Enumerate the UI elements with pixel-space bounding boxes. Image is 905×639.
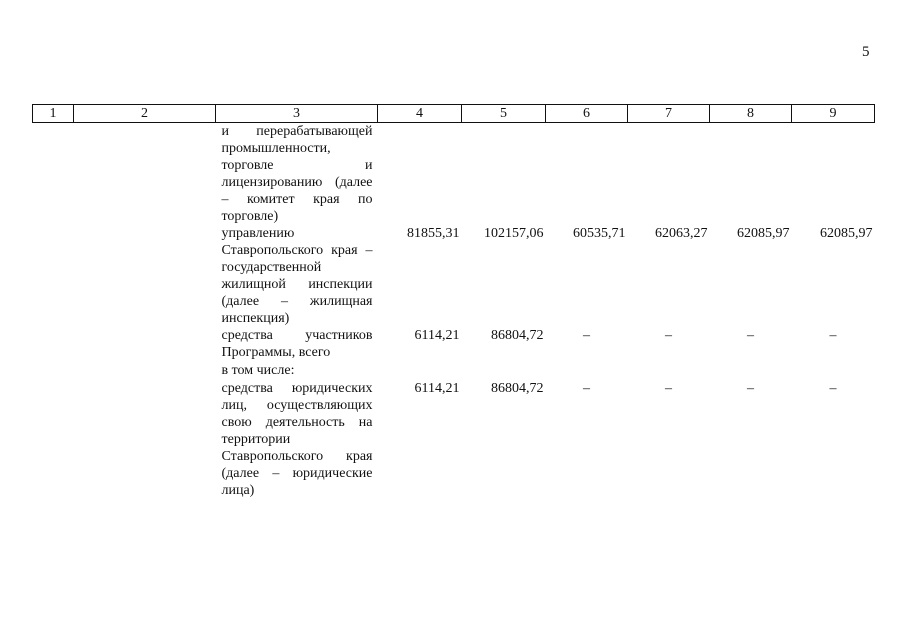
table-row bbox=[33, 362, 875, 380]
cell-col9: – bbox=[829, 328, 837, 343]
column-header-6: 6 bbox=[546, 105, 628, 123]
cell-col6 bbox=[546, 362, 628, 380]
cell-col6 bbox=[546, 123, 628, 226]
cell-col5: 86804,72 bbox=[491, 381, 544, 396]
cell-col4: 6114,21 bbox=[414, 328, 460, 343]
column-header-7: 7 bbox=[628, 105, 710, 123]
cell-col9 bbox=[792, 123, 875, 226]
cell-col5 bbox=[462, 123, 546, 226]
table-row bbox=[33, 123, 875, 226]
cell-col8 bbox=[710, 362, 792, 380]
column-header-8: 8 bbox=[710, 105, 792, 123]
table-row bbox=[33, 225, 875, 327]
cell-col5: 102157,06 bbox=[484, 226, 544, 241]
table-row bbox=[33, 327, 875, 362]
cell-col7: – bbox=[665, 381, 672, 396]
column-header-5: 5 bbox=[462, 105, 546, 123]
cell-col7: – bbox=[665, 328, 672, 343]
row-description: средства юридических лиц, осуществляющих свою деятельность на территории Ставропольского края (далее – юридические лица) bbox=[221, 381, 373, 498]
cell-col5: 86804,72 bbox=[491, 328, 544, 343]
cell-col9 bbox=[792, 362, 875, 380]
row-description: средства участников Программы, всего bbox=[221, 328, 373, 360]
column-header-4: 4 bbox=[378, 105, 462, 123]
cell-col7 bbox=[628, 123, 710, 226]
column-header-1: 1 bbox=[33, 105, 74, 123]
cell-col7: 62063,27 bbox=[655, 226, 708, 241]
column-number-row bbox=[33, 105, 875, 123]
cell-col4 bbox=[378, 362, 462, 380]
cell-col7 bbox=[628, 362, 710, 380]
cell-col6: – bbox=[583, 381, 590, 396]
cell-col8: 62085,97 bbox=[737, 226, 790, 241]
table-row bbox=[33, 380, 875, 499]
row-description: управлению Ставропольского края – государственной жилищной инспекции (далее – жилищная инспекция) bbox=[221, 226, 373, 326]
cell-col9: – bbox=[829, 381, 837, 396]
cell-col4: 81855,31 bbox=[407, 226, 460, 241]
page-number: 5 bbox=[862, 44, 870, 60]
row-description: и перерабатывающей промышленности, торговле и лицензированию (далее – комитет края по торговле) bbox=[221, 124, 373, 224]
column-header-9: 9 bbox=[792, 105, 875, 123]
column-header-3: 3 bbox=[216, 105, 378, 123]
cell-col9: 62085,97 bbox=[820, 226, 873, 241]
cell-col8: – bbox=[747, 328, 754, 343]
cell-col6: 60535,71 bbox=[573, 226, 626, 241]
cell-col4: 6114,21 bbox=[414, 381, 460, 396]
cell-col6: – bbox=[583, 328, 590, 343]
cell-col8 bbox=[710, 123, 792, 226]
budget-table bbox=[32, 104, 875, 499]
cell-col4 bbox=[378, 123, 462, 226]
cell-col5 bbox=[462, 362, 546, 380]
cell-col8: – bbox=[747, 381, 754, 396]
row-description: в том числе: bbox=[221, 363, 295, 378]
column-header-2: 2 bbox=[74, 105, 216, 123]
